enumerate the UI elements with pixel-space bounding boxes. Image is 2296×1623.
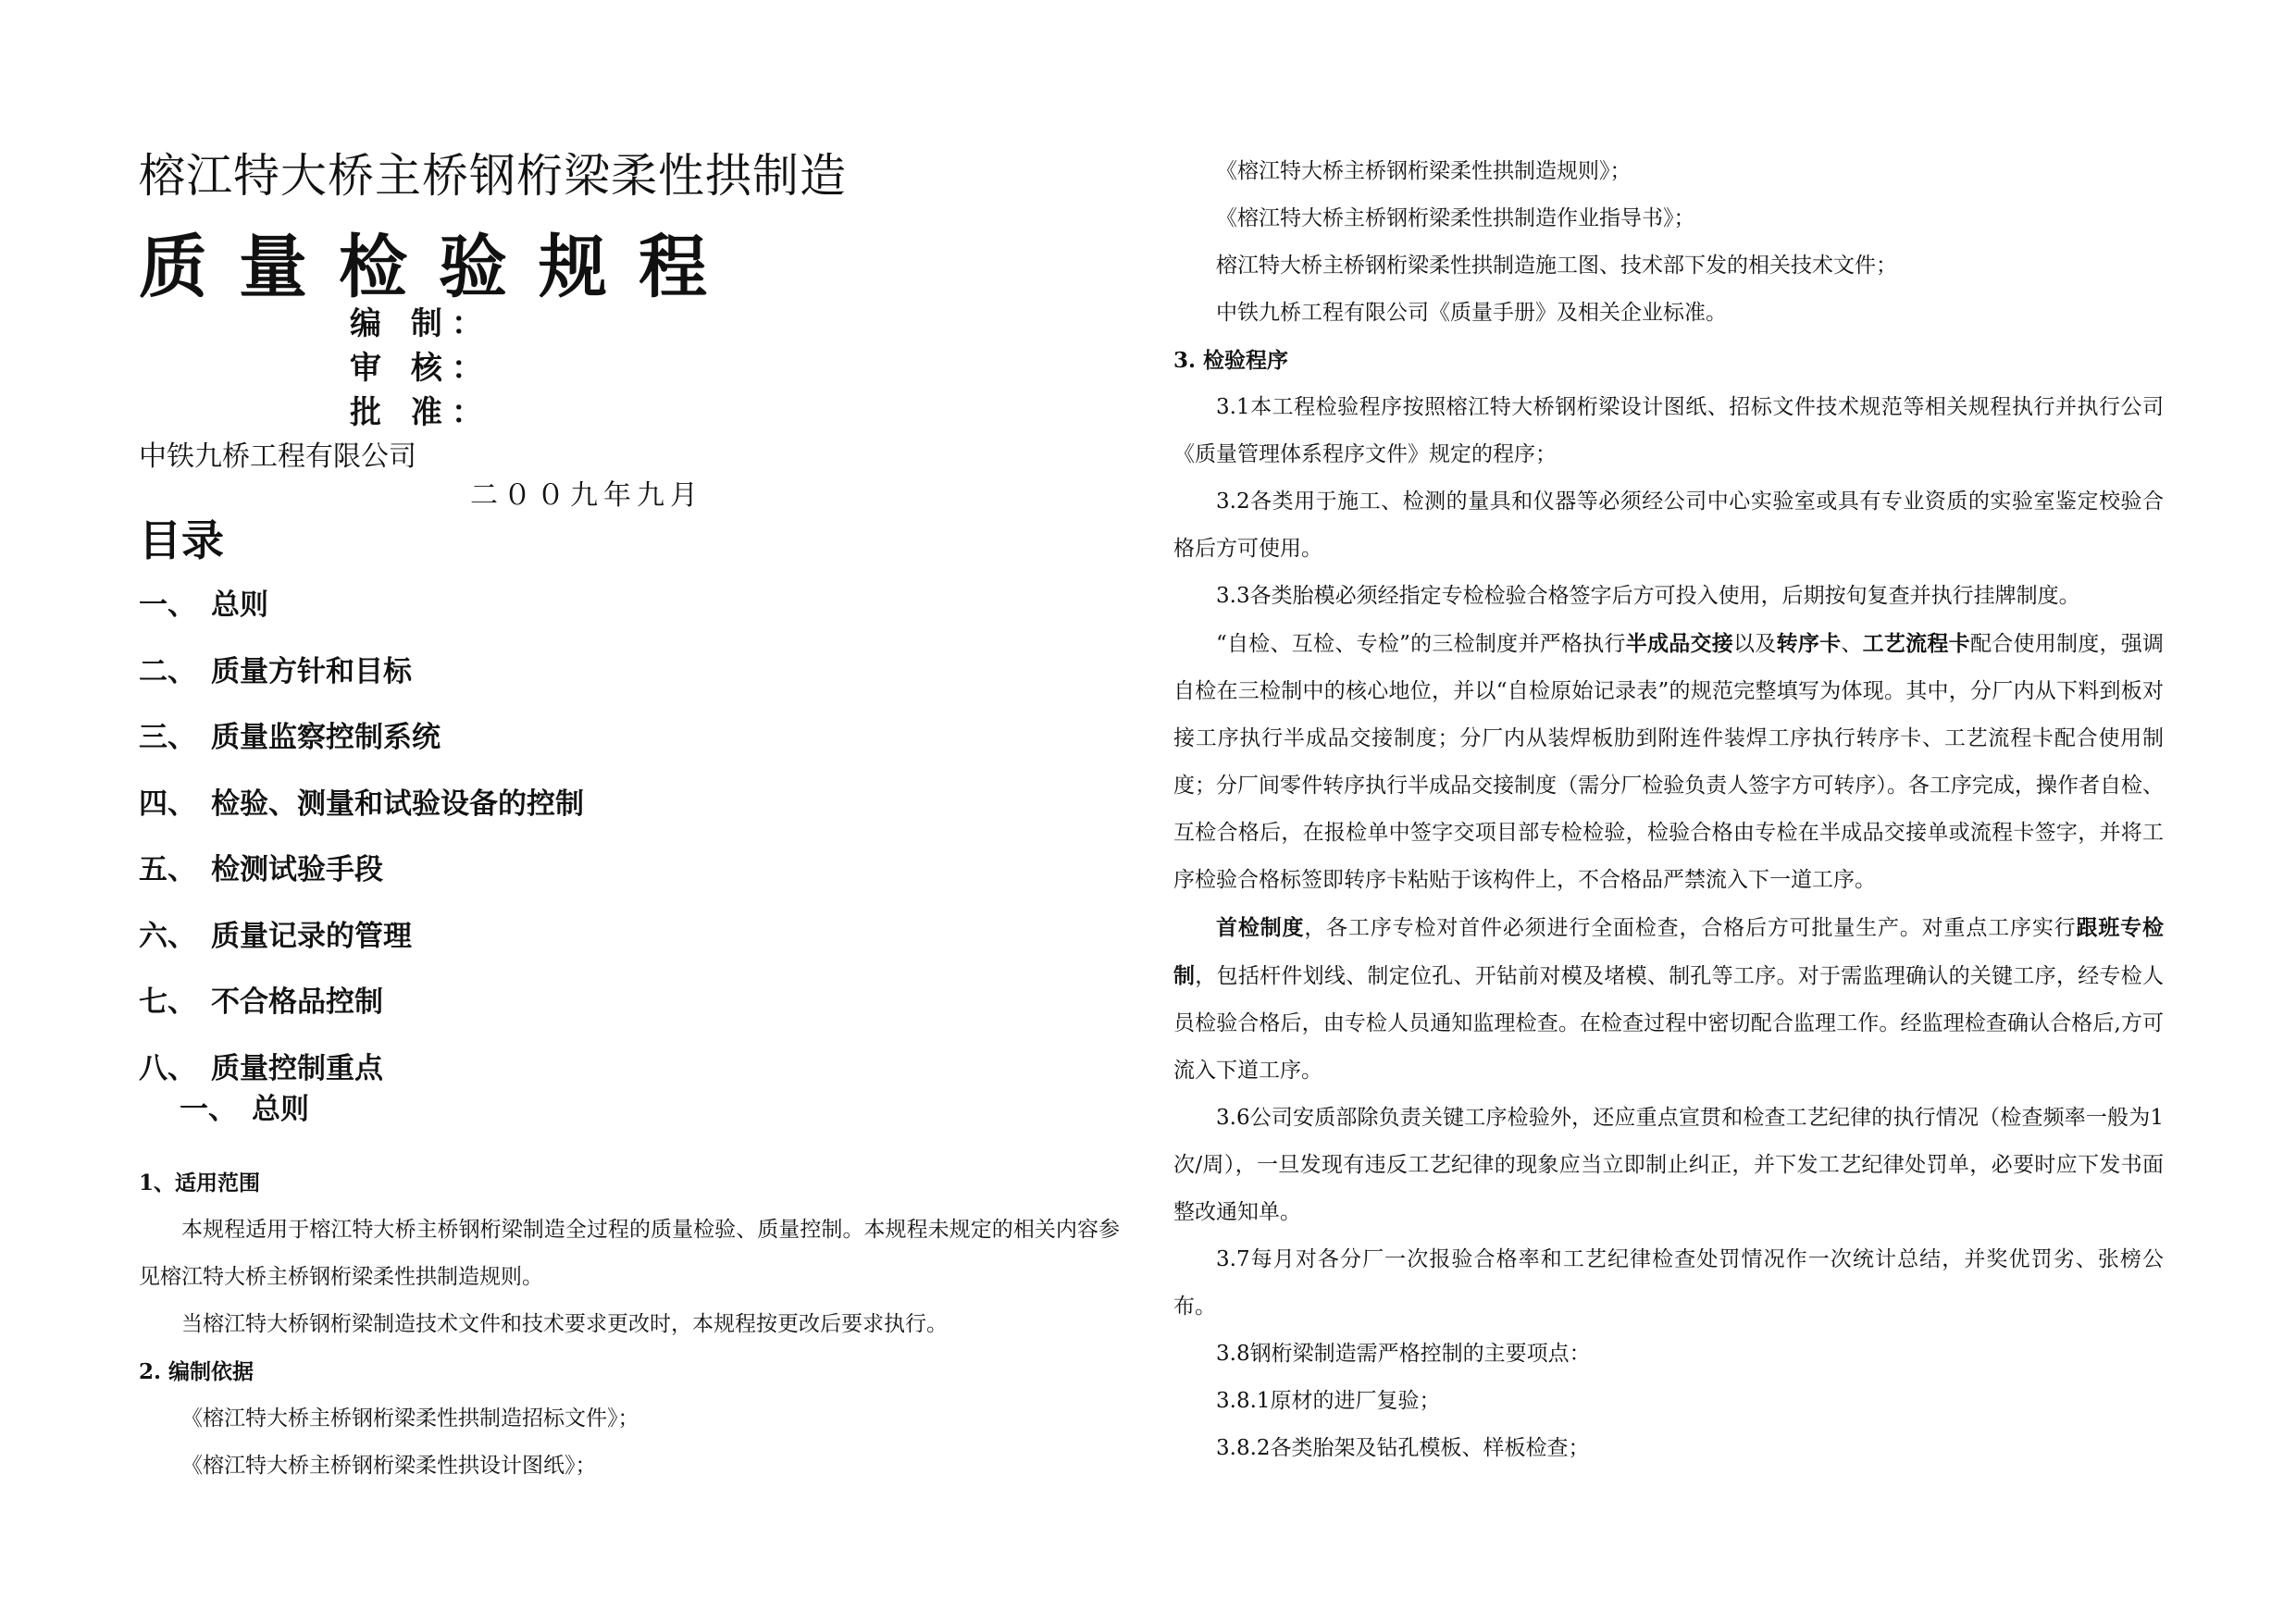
paragraph-first-inspection [1173,904,2164,1095]
bold-term-first-inspection: 首检制度 [1216,915,1305,940]
toc-item-number: 七、 [139,985,196,1019]
toc-item-label: 检测试验手段 [211,853,383,886]
heading-scope: 1、适用范围 [139,1171,261,1196]
toc-item-label: 质量监察控制系统 [211,721,441,754]
toc-item-number: 五、 [139,853,196,886]
toc-item-label: 总则 [211,588,268,622]
paragraph-3-8-2: 3.8.2各类胎架及钻孔模板、样板检查； [1216,1436,1590,1460]
paragraph-3-2: 3.2各类用于施工、检测的量具和仪器等必须经公司中心实验室或具有专业资质的实验室鉴定校验合格后方可使用。 [1173,489,2164,561]
text-run: ，各工序专检对首件必须进行全面检查，合格后方可批量生产。对重点工序实行 [1304,916,2077,940]
text-run: “自检、互检、专检”的三检制度并严格执行 [1216,632,1626,656]
sign-approve: 批 准： [350,394,492,431]
toc-item[interactable] [139,912,584,979]
toc-item-label: 不合格品控制 [211,985,383,1019]
paragraph-3-1: 3.1本工程检验程序按照榕江特大桥钢桁梁设计图纸、招标文件技术规范等相关规程执行并执行公司《质量管理体系程序文件》规定的程序； [1173,395,2164,466]
reference-item: 榕江特大桥主桥钢桁梁柔性拱制造施工图、技术部下发的相关技术文件； [1216,254,1897,278]
section1-body [139,1159,1120,1490]
section-number: 一、 [180,1093,237,1126]
text-run: 以及 [1733,632,1777,656]
toc-item[interactable] [139,581,584,648]
toc-item-number: 三、 [139,721,196,754]
bold-term-handover: 半成品交接 [1625,631,1734,656]
toc-item-number: 一、 [139,588,196,622]
document-subtitle: 质量检验规程 [139,228,738,307]
reference-item: 《榕江特大桥主桥钢桁梁柔性拱制造规则》； [1216,159,1632,183]
reference-item: 《榕江特大桥主桥钢桁梁柔性拱设计图纸》； [181,1454,597,1478]
paragraph-three-inspection [1173,620,2164,904]
paragraph-3-3: 3.3各类胎模必须经指定专检检验合格签字后方可投入使用，后期按旬复查并执行挂牌制度。 [1216,584,2080,608]
section-title [180,1085,309,1127]
reference-item: 《榕江特大桥主桥钢桁梁柔性拱制造作业指导书》； [1216,206,1695,230]
toc-item-number: 二、 [139,654,196,688]
toc-item[interactable] [139,846,584,912]
toc-item[interactable] [139,978,584,1045]
bold-term-transfer-card: 转序卡 [1776,631,1842,656]
sign-compile: 编 制： [350,305,492,342]
heading-basis: 2. 编制依据 [139,1359,254,1384]
document-date: 二００九年九月 [470,479,703,512]
right-body [1173,148,2164,1472]
bold-term-follow-inspection: 跟班专检制 [1173,915,2165,988]
paragraph-change: 当榕江特大桥钢桁梁制造技术文件和技术要求更改时，本规程按更改后要求执行。 [181,1312,948,1336]
toc-item-label: 检验、测量和试验设备的控制 [211,787,584,821]
paragraph-3-8-1: 3.8.1原材的进厂复验； [1216,1389,1441,1413]
text-run: 、 [1841,632,1863,656]
sign-review: 审 核： [350,350,492,387]
toc-item[interactable] [139,780,584,847]
bold-term-process-card: 工艺流程卡 [1862,631,1970,656]
toc-title: 目录 [139,515,224,565]
toc-item-number: 六、 [139,919,196,953]
toc-item-number: 四、 [139,787,196,821]
text-run: ，包括杆件划线、制定位孔、开钻前对模及堵模、制孔等工序。对于需监理确认的关键工序，经专检人员检验合格后，由专检人员通知监理检查。在检查过程中密切配合监理工作。经监理检查确认合格后,方可流入下道工序。 [1173,964,2165,1083]
toc-item[interactable] [139,713,584,780]
company-name: 中铁九桥工程有限公司 [139,440,416,473]
text-run: 配合使用制度，强调自检在三检制中的核心地位，并以“自检原始记录表”的规范完整填写为体现。其中，分厂内从下料到板对接工序执行半成品交接制度；分厂内从装焊板肋到附连件装焊工序执行转序卡、工艺流程卡配合使用制度；分厂间零件转序执行半成品交接制度（需分厂检验负责人签字方可转序）。各工序完成，操作者自检、互检合格后，在报检单中签字交项目部专检检验，检验合格由专检在半成品交接单或流程卡签字，并将工序检验合格标签即转序卡粘贴于该构件上，不合格品严禁流入下一道工序。 [1173,632,2165,892]
table-of-contents [139,581,584,1110]
toc-item-label: 质量方针和目标 [211,654,412,688]
reference-item: 中铁九桥工程有限公司《质量手册》及相关企业标准。 [1216,301,1727,325]
paragraph-3-7: 3.7每月对各分厂一次报验合格率和工艺纪律检查处罚情况作一次统计总结，并奖优罚劣、张榜公布。 [1173,1247,2164,1319]
document-title: 榕江特大桥主桥钢桁梁柔性拱制造 [139,149,847,203]
paragraph-3-8: 3.8钢桁梁制造需严格控制的主要项点： [1216,1342,1591,1366]
paragraph-3-6: 3.6公司安质部除负责关键工序检验外，还应重点宣贯和检查工艺纪律的执行情况（检查频率一般为1次/周），一旦发现有违反工艺纪律的现象应当立即制止纠正，并下发工艺纪律处罚单，必要时应下发书面整改通知单。 [1173,1106,2164,1224]
reference-item: 《榕江特大桥主桥钢桁梁柔性拱制造招标文件》； [181,1406,639,1431]
toc-item-label: 质量控制重点 [211,1051,383,1085]
toc-item[interactable] [139,648,584,714]
paragraph-scope: 本规程适用于榕江特大桥主桥钢桁梁制造全过程的质量检验、质量控制。本规程未规定的相关内容参见榕江特大桥主桥钢桁梁柔性拱制造规则。 [139,1218,1120,1289]
toc-item-label: 质量记录的管理 [211,919,412,953]
section-label: 总则 [252,1093,309,1126]
heading-inspection-procedure: 3. 检验程序 [1173,348,1289,373]
toc-item-number: 八、 [139,1051,196,1085]
